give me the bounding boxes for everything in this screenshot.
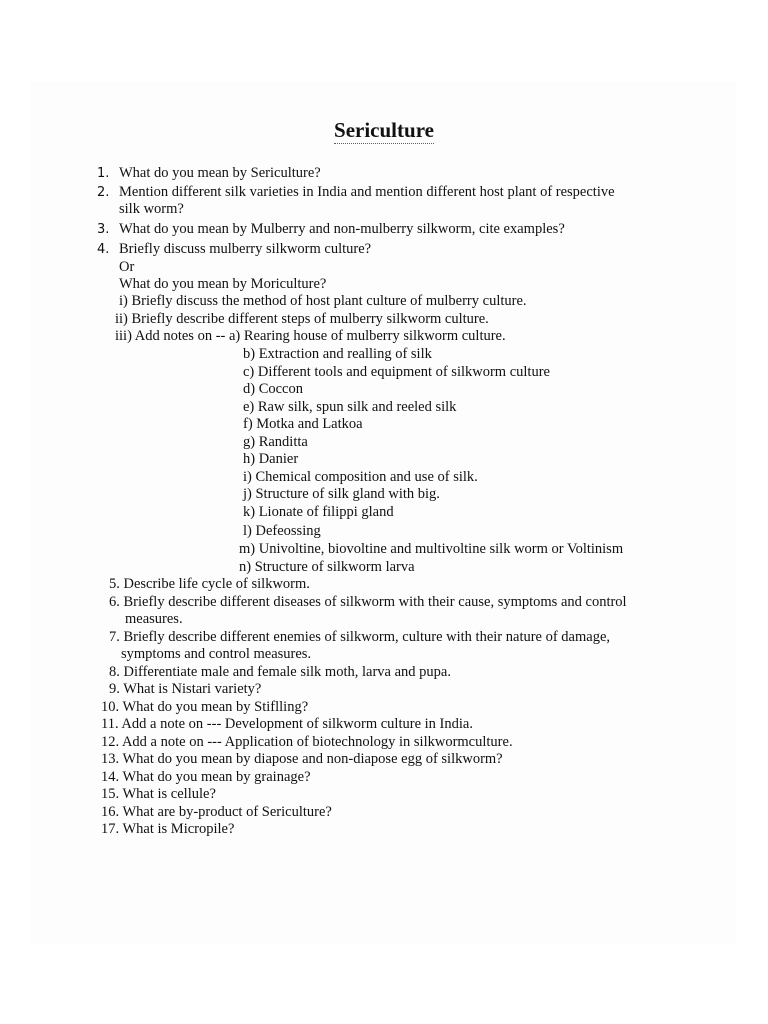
question-10: 10. What do you mean by Stiflling? [101,699,309,715]
question-4-alternative: What do you mean by Moriculture? [119,276,327,292]
note-item: c) Different tools and equipment of silkworm culture [243,364,550,380]
question-12: 12. Add a note on --- Application of biotechnology in silkwormculture. [101,734,513,750]
question-15: 15. What is cellule? [101,786,216,802]
question-4-sub-iii: iii) Add notes on -- a) Rearing house of mulberry silkworm culture. [115,328,506,344]
question-2-number: 2. [97,185,110,200]
note-item: i) Chemical composition and use of silk. [243,469,478,485]
page-title: Sericulture [334,118,434,142]
note-item: h) Danier [243,451,299,467]
note-item: m) Univoltine, biovoltine and multivoltine silk worm or Voltinism [239,541,624,557]
question-3 [97,221,109,238]
question-1 [97,165,109,182]
question-3-text: What do you mean by Mulberry and non-mulberry silkworm, cite examples? [119,221,565,237]
question-2-continuation: silk worm? [119,201,184,217]
question-5: 5. Describe life cycle of silkworm. [109,576,310,592]
question-17: 17. What is Micropile? [101,821,235,837]
note-item: e) Raw silk, spun silk and reeled silk [243,399,457,415]
question-7: 7. Briefly describe different enemies of silkworm, culture with their nature of damage, [109,629,611,645]
question-1-text: What do you mean by Sericulture? [119,165,321,181]
question-3-number: 3. [97,222,110,237]
question-14: 14. What do you mean by grainage? [101,769,311,785]
question-4 [97,241,109,258]
question-7-continuation: symptoms and control measures. [121,646,312,662]
question-13: 13. What do you mean by diapose and non-diapose egg of silkworm? [101,751,503,767]
question-9: 9. What is Nistari variety? [109,681,262,697]
note-item: b) Extraction and realling of silk [243,346,432,362]
question-6: 6. Briefly describe different diseases of silkworm with their cause, symptoms and control [109,594,627,610]
note-item: k) Lionate of filippi gland [243,504,394,520]
question-6-continuation: measures. [125,611,183,627]
note-item: n) Structure of silkworm larva [239,559,415,575]
note-item: f) Motka and Latkoa [243,416,363,432]
question-4-number: 4. [97,242,110,257]
question-4-text: Briefly discuss mulberry silkworm culture? [119,241,372,257]
note-item: l) Defeossing [243,523,321,539]
note-item: g) Randitta [243,434,308,450]
question-16: 16. What are by-product of Sericulture? [101,804,332,820]
question-1-number: 1. [97,166,110,181]
note-item: j) Structure of silk gland with big. [243,486,440,502]
question-8: 8. Differentiate male and female silk moth, larva and pupa. [109,664,451,680]
question-11: 11. Add a note on --- Development of silkworm culture in India. [101,716,473,732]
question-4-sub-i: i) Briefly discuss the method of host plant culture of mulberry culture. [119,293,527,309]
question-2-text: Mention different silk varieties in India and mention different host plant of respective [119,184,615,200]
question-2 [97,184,109,201]
question-4-sub-ii: ii) Briefly describe different steps of mulberry silkworm culture. [115,311,489,327]
question-4-or: Or [119,259,135,275]
note-item: d) Coccon [243,381,303,397]
